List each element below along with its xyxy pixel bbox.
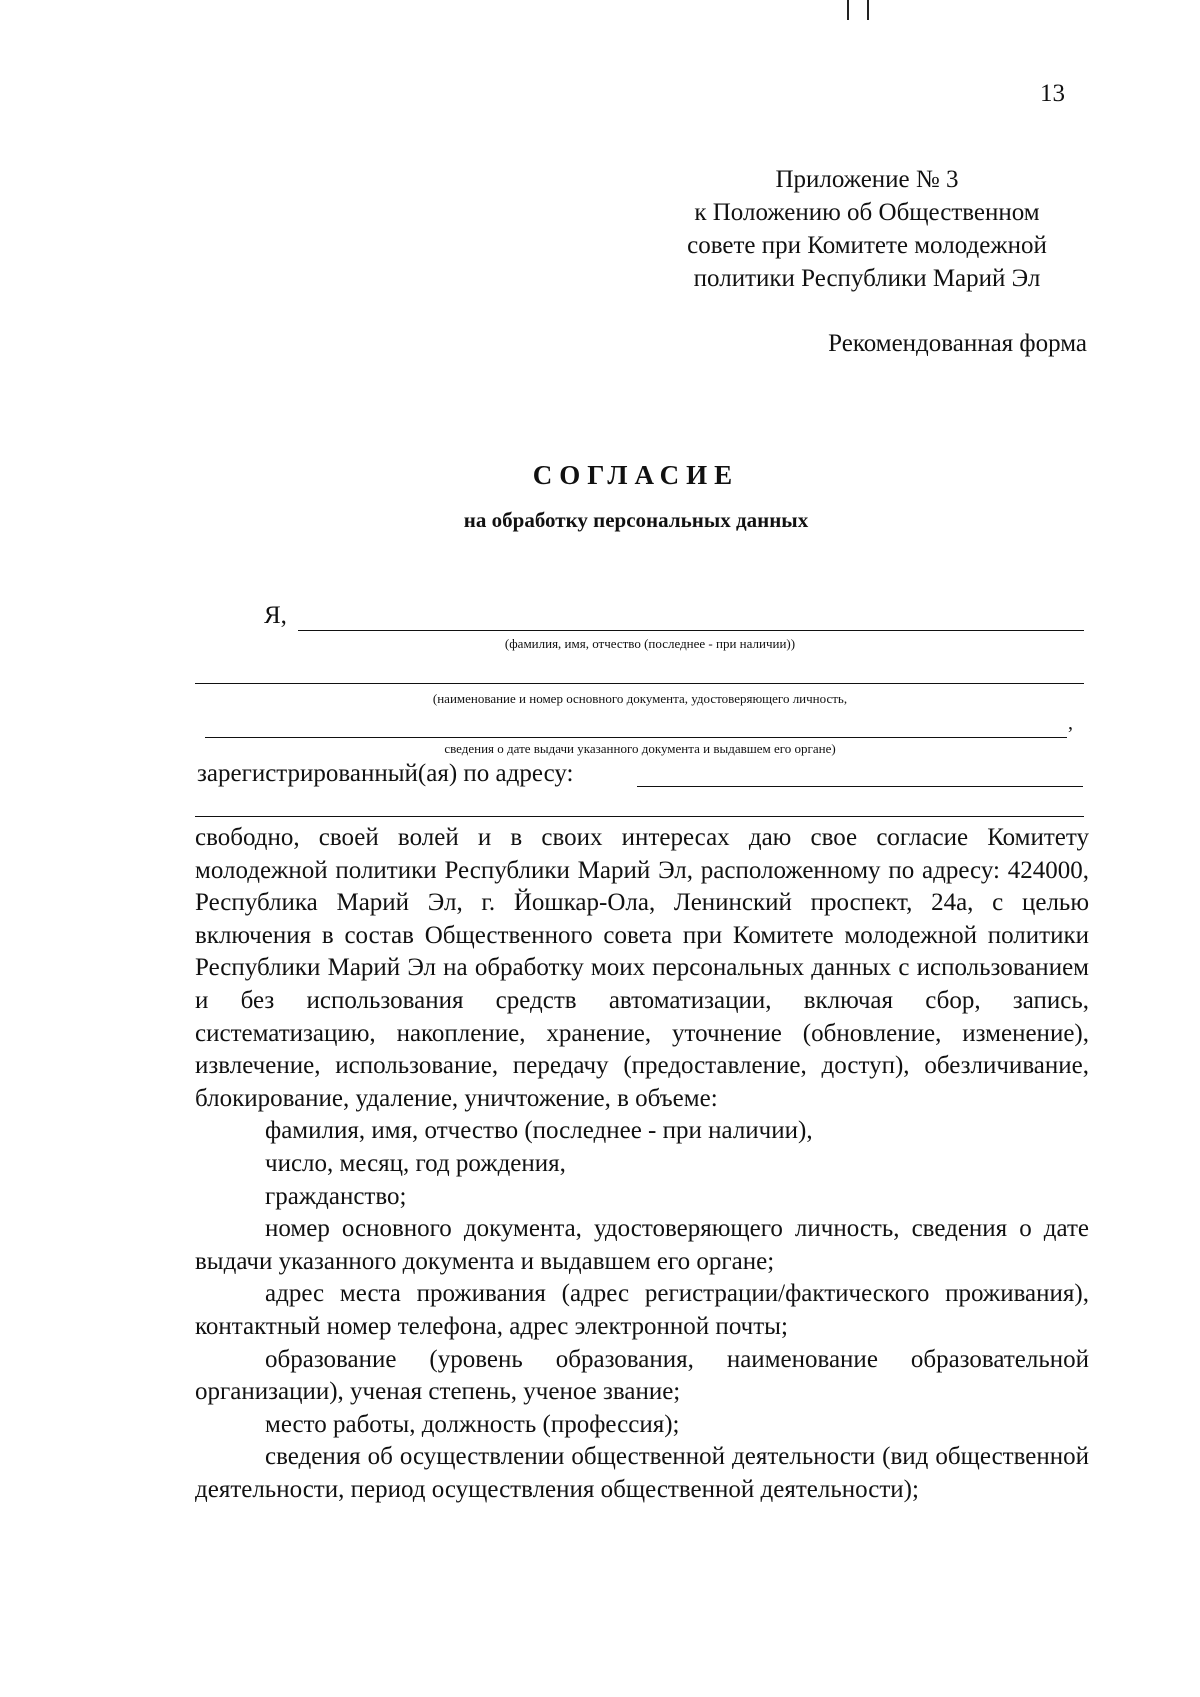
document-caption: (наименование и номер основного документа, удостоверяющего личность, <box>432 691 848 706</box>
comma: , <box>1068 712 1073 734</box>
document-title: СОГЛАСИЕ <box>532 460 740 490</box>
appendix-line: политики Республики Марий Эл <box>693 265 1041 292</box>
document-field-line[interactable] <box>195 683 1084 684</box>
registered-address-label: зарегистрированный(ая) по адресу: <box>197 760 574 787</box>
list-item: фамилия, имя, отчество (последнее - при наличии), <box>265 1117 813 1145</box>
list-item: сведения об осуществлении общественной деятельности (вид общественной деятельности, период осуществления общественной деятельности); <box>195 1443 1089 1503</box>
list-item: адрес места проживания (адрес регистрации/фактического проживания), контактный номер телефона, адрес электронной почты; <box>195 1280 1089 1340</box>
issue-field-line[interactable] <box>205 737 1067 738</box>
address-field-line[interactable] <box>637 786 1083 787</box>
consent-paragraph: свободно, своей волей и в своих интересах даю свое согласие Комитету молодежной политики Республики Марий Эл, расположенному по адресу: 424000, Республика Марий Эл, г. Йошкар-Ола, Ленинский проспект, 24а, с целью включения в состав Общественного совета при Комитете молодежной политики Республики Марий Эл на обработку моих персональных данных с использованием и без использования средств автоматизации, включая сбор, запись, систематизацию, накопление, хранение, уточнение (обновление, изменение), извлечение, использование, передачу (предоставление, доступ), обезличивание, блокирование, удаление, уничтожение, в объеме: <box>195 824 1089 1112</box>
scan-mark <box>867 0 869 20</box>
fio-caption: (фамилия, имя, отчество (последнее - при наличии)) <box>504 636 796 651</box>
recommended-form-label: Рекомендованная форма <box>828 330 1087 357</box>
list-item: номер основного документа, удостоверяющего личность, сведения о дате выдачи указанного документа и выдавшем его органе; <box>195 1215 1089 1275</box>
address-field-line-2[interactable] <box>195 816 1084 817</box>
consent-body <box>195 822 1089 1506</box>
appendix-line: Приложение № 3 <box>775 166 959 193</box>
fio-field-line[interactable] <box>298 630 1084 631</box>
issue-caption: сведения о дате выдачи указанного документа и выдавшем его органе) <box>444 741 836 756</box>
list-item: число, месяц, год рождения, <box>265 1149 566 1177</box>
list-item: гражданство; <box>265 1182 407 1210</box>
appendix-header <box>647 163 1087 295</box>
document-subtitle: на обработку персональных данных <box>463 508 809 532</box>
appendix-line: совете при Комитете молодежной <box>687 232 1047 259</box>
appendix-line: к Положению об Общественном <box>694 199 1040 226</box>
scan-mark <box>847 0 849 20</box>
page-number: 13 <box>1040 80 1065 107</box>
list-item: образование (уровень образования, наименование образовательной организации), ученая степень, ученое звание; <box>195 1345 1089 1406</box>
list-item: место работы, должность (профессия); <box>265 1410 680 1438</box>
ya-label: Я, <box>264 602 287 629</box>
